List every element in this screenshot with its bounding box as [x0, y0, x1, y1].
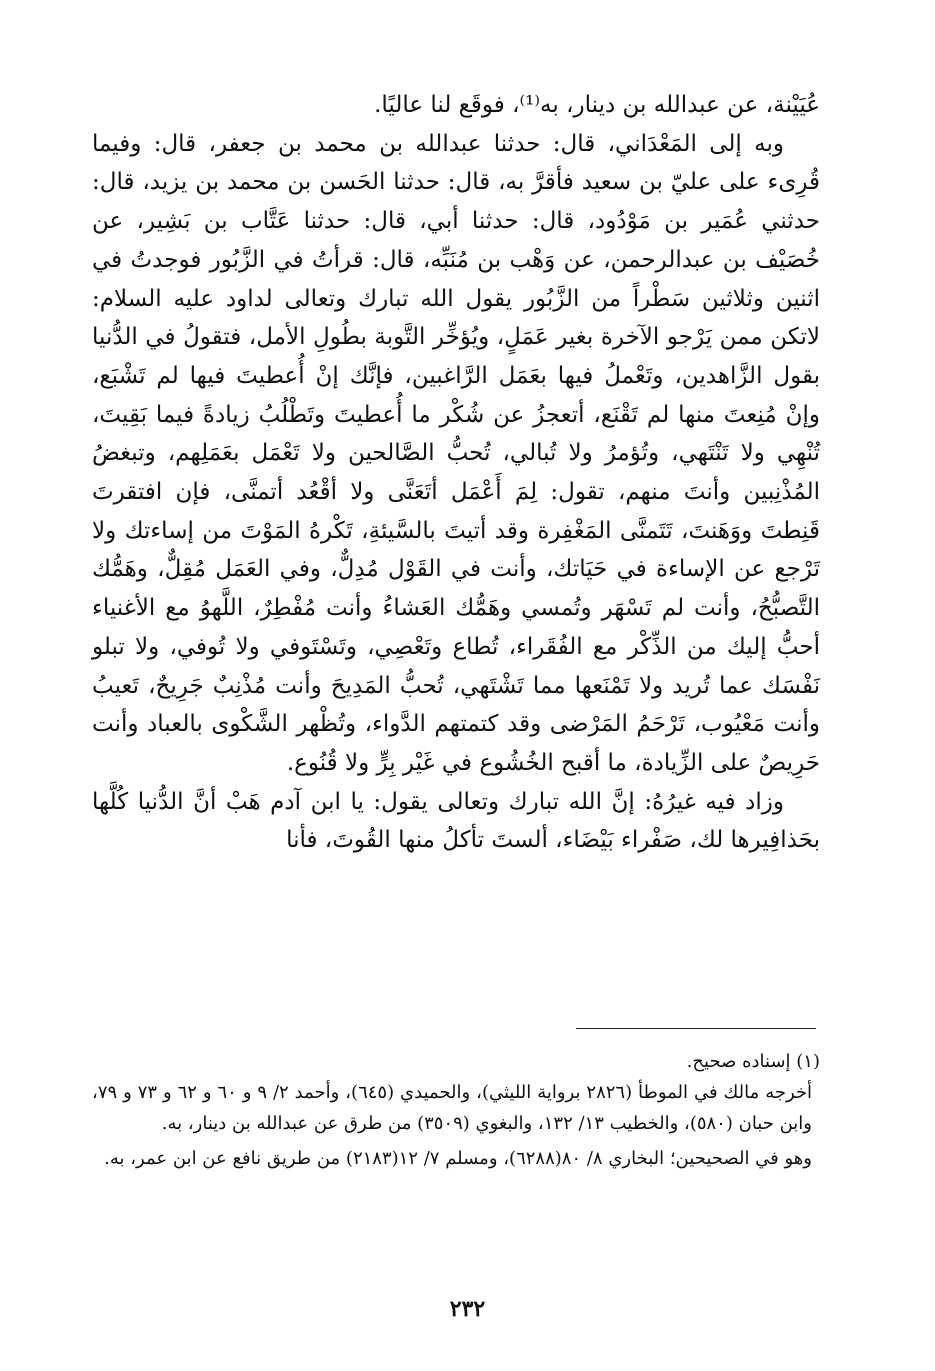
- footnote-separator: [576, 1028, 816, 1029]
- paragraph-continuation: عُيَيْنة، عن عبدالله بن دينار، به⁽¹⁾، فوقَع لنا عاليًا.: [374, 92, 820, 118]
- main-text: [92, 86, 820, 860]
- footnote-1-takhrij: أخرجه مالك في الموطأ (٢٨٢٦ برواية الليثي)، والحميدي (٦٤٥)، وأحمد ٢/ ٩ و ٦٠ و ٦٢ و ٧٣ و ٧٩، وابن حبان (٥٨٠)، والخطيب ١٣/ ١٣٢، والبغوي (٣٥٠٩) من طرق عن عبدالله بن دينار، به.: [92, 1082, 813, 1134]
- paragraph-addition: وزاد فيه غيرُهُ: إنَّ الله تبارك وتعالى يقول: يا ابن آدم هَبْ أنَّ الدُّنيا كُلَّها بحَذافِيرها لك، صَفْراء بَيْضَاء، ألستَ تأكلُ منها القُوتَ، فأنا: [92, 788, 820, 854]
- footnote-1-heading: (١) إسناده صحيح.: [686, 1051, 820, 1072]
- footnote-1-sahihayn: وهو في الصحيحين؛ البخاري ٨/ ٨٠(٦٢٨٨)، ومسلم ٧/ ١٢(٢١٨٣) من طريق نافع عن ابن عمر، به.: [104, 1148, 812, 1169]
- footnotes: [92, 1046, 820, 1174]
- page-number: ٢٣٢: [449, 1296, 486, 1322]
- paragraph-isnad-zabur: وبه إلى المَعْدَاني، قال: حدثنا عبدالله بن محمد بن جعفر، قال: وفيما قُرِىء على عليّ بن سعيد فأقرَّ به، قال: حدثنا الحَسن بن محمد بن يزيد، قال: حدثني عُمَير بن مَوْدُود، قال: حدثنا أبي، قال: حدثنا عَتَّاب بن بَشِير، عن خُصَيْف بن عبدالرحمن، عن وَهْب بن مُنَبِّه، قال: قرأتُ في الزَّبُور فوجدتُ في اثنين وثلاثين سَطْراً من الزَّبُور يقول الله تبارك وتعالى لداود عليه السلام: لاتكن ممن يَرْجو الآخرة بغير عَمَلٍ، ويُؤخِّر التَّوبة بطُولِ الأمل، فتقولُ في الدُّنيا بقول الزَّاهدين، وتَعْملُ فيها بعَمَل الرَّاغبين، فإنَّك إنْ أُعطيتَ فيها لم تَشْبَع، وإنْ مُنِعتَ منها لم تَقْنَع، أتعجزُ عن شُكْر ما أُعطيتَ وتَطْلُبُ زيادةً فيما بَقِيتَ، تُنْهِي ولا تَنْتَهي، وتُؤمرُ ولا تُبالي، تُحبُّ الصَّالحين ولا تَعْمَل بعَمَلِهم، وتبغضُ المُذْنِبين وأنتَ منهم، تقول: لِمَ أَعْمَل أتَعَنَّى ولا أقْعُد أتمنَّى، فإن افتقرتَ قَنِطتَ ووَهَنتَ، تَتَمنَّى المَغْفِرة وقد أتيتَ بالسَّيئةِ، تَكْرهُ المَوْتَ من إساءتك ولا تَرْجع عن الإساءة في حَيَاتك، وأنت في القَوْل مُدِلٌّ، وفي العَمَل مُقِلٌّ، وهَمُّك التَّصبُّحُ، وأنت لم تَسْهَر وتُمسي وهَمُّك العَشاءُ وأنت مُفْطِرٌ، اللَّهوُ مع الأغنياء أحبُّ إليك من الذِّكْر مع الفُقَراء، تُطاع وتَعْصِي، وتَسْتَوفي ولا تُوفي، ولا تبلو نَفْسَك عما تُريد ولا تَمْنَعها مما تَشْتَهي، تُحبُّ المَدِيحَ وأنت مُذْنِبٌ جَرِيحٌ، تَعيبُ وأنت مَعْيُوب، تَرْحَمُ المَرْضى وقد كتمتهم الدَّواء، وتُظْهر الشَّكْوى بالعباد وأنت حَرِيصٌ على الزِّيادة، ما أقبح الخُشُوع في غَيْر بِرٍّ ولا قُنُوع.: [92, 130, 821, 776]
